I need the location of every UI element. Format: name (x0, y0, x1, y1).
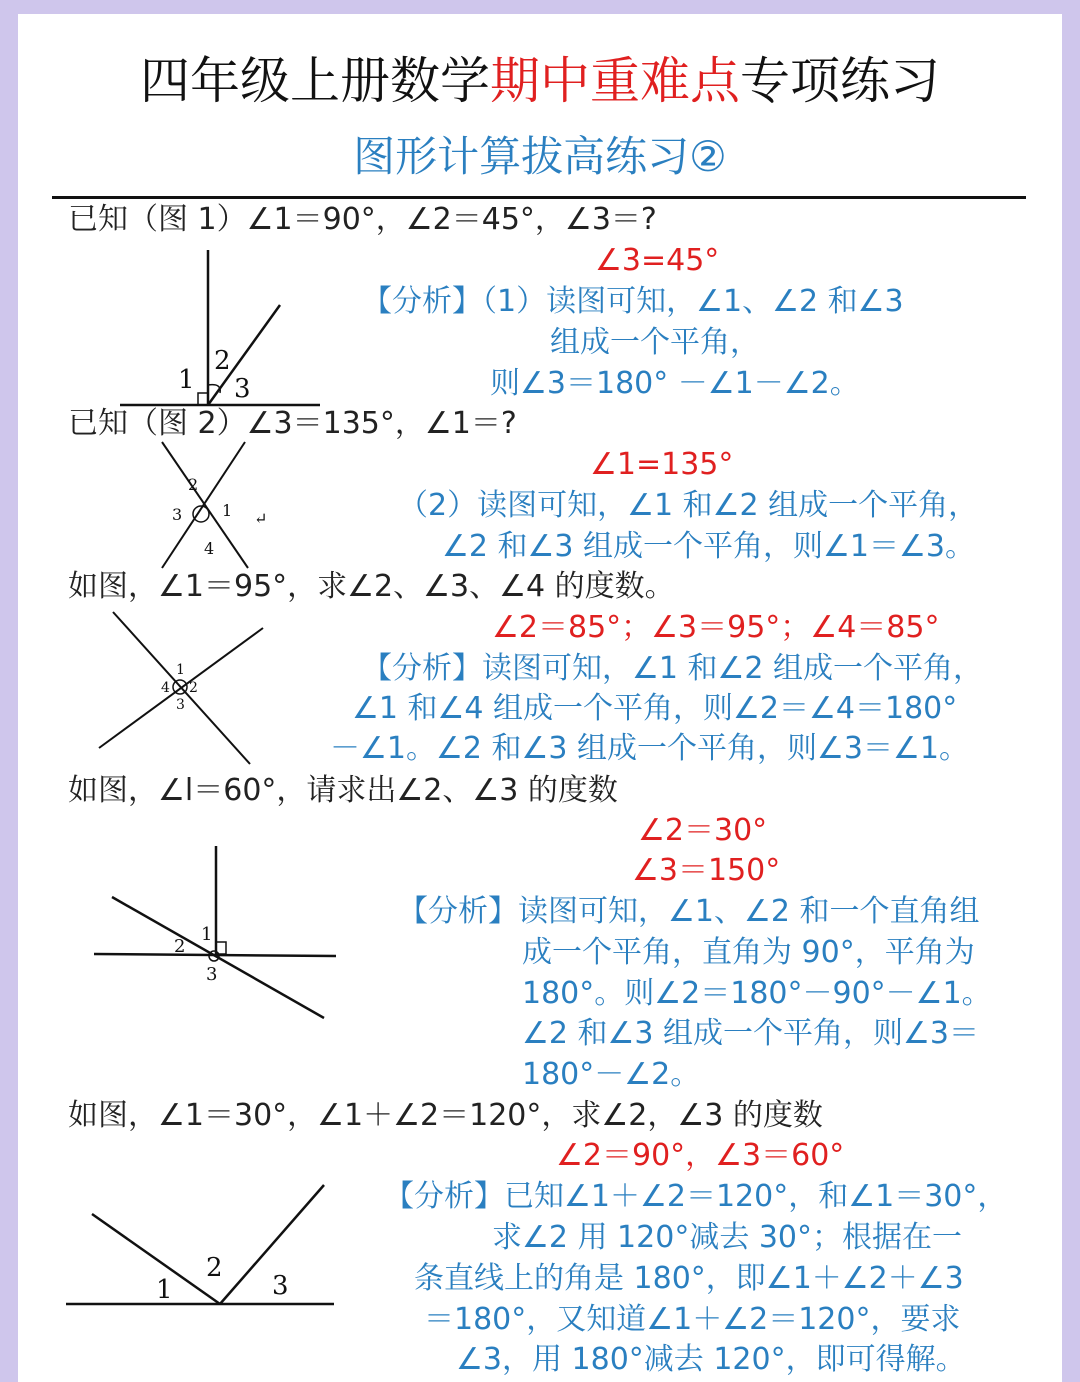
figure-3-label: 1 (176, 662, 185, 678)
problem-4-answer-line: ∠2＝30° (638, 813, 768, 848)
problem-2-answer: ∠1=135° (590, 447, 734, 482)
problem-1-question: 已知（图 1）∠1＝90°，∠2＝45°，∠3＝? (68, 202, 657, 237)
problem-4-analysis-line: ∠2 和∠3 组成一个平角，则∠3＝ (522, 1016, 980, 1051)
problem-3-analysis-line: －∠1。∠2 和∠3 组成一个平角，则∠3＝∠1。 (330, 731, 969, 766)
problem-2-analysis-line: ∠2 和∠3 组成一个平角，则∠1＝∠3。 (442, 529, 975, 564)
problem-3-question: 如图，∠1＝95°，求∠2、∠3、∠4 的度数。 (68, 569, 675, 604)
figure-2-label: 4 (204, 539, 215, 558)
problem-4-analysis-line: 180°－∠2。 (522, 1057, 701, 1092)
figure-1 (110, 245, 340, 415)
figure-4 (90, 842, 340, 1027)
figure-2-label: 1 (222, 501, 233, 520)
page-title: 四年级上册数学期中重难点专项练习 (140, 52, 940, 110)
figure-2-label: 3 (172, 505, 183, 524)
figure-4-label: 1 (201, 924, 213, 945)
figure-2 (150, 438, 280, 578)
problem-5-question: 如图，∠1＝30°，∠1＋∠2＝120°，求∠2，∠3 的度数 (68, 1098, 823, 1133)
figure-2-return-mark: ↵ (254, 509, 268, 528)
problem-1-answer: ∠3=45° (595, 243, 720, 278)
problem-1-analysis-line: 【分析】（1）读图可知，∠1、∠2 和∠3 (362, 284, 904, 319)
figure-5-label: 2 (206, 1253, 223, 1283)
problem-4-analysis-line: 成一个平角，直角为 90°，平角为 (522, 935, 975, 970)
figure-3-label: 2 (189, 680, 198, 696)
page-subtitle: 图形计算拔高练习② (353, 132, 727, 181)
problem-3-analysis-line: 【分析】读图可知，∠1 和∠2 组成一个平角， (362, 651, 984, 686)
problem-5-analysis-line: 求∠2 用 120°减去 30°；根据在一 (492, 1220, 963, 1255)
problem-5-analysis-line: 条直线上的角是 180°，即∠1＋∠2＋∠3 (414, 1261, 964, 1296)
figure-3-line (99, 628, 263, 748)
problem-2-question: 已知（图 2）∠3＝135°，∠1＝? (68, 406, 517, 441)
figure-4-label: 3 (206, 964, 218, 985)
problem-3-answer: ∠2＝85°；∠3＝95°；∠4＝85° (492, 610, 940, 645)
figure-5-label: 1 (156, 1275, 173, 1305)
problem-2-analysis-line: （2）读图可知，∠1 和∠2 组成一个平角， (398, 488, 979, 523)
figure-5 (62, 1180, 342, 1310)
problem-5-answer: ∠2＝90°，∠3＝60° (556, 1138, 845, 1173)
figure-1-label: 1 (178, 365, 195, 395)
problem-1-analysis-line: 组成一个平角， (550, 325, 760, 360)
figure-3-label: 3 (176, 697, 185, 713)
problem-1-analysis-line: 则∠3＝180° －∠1－∠2。 (490, 366, 860, 401)
figure-2-label: 2 (188, 475, 199, 494)
figure-3 (95, 608, 270, 768)
figure-1-label: 2 (214, 346, 231, 376)
problem-4-analysis-line: 180°。则∠2＝180°－90°－∠1。 (522, 976, 992, 1011)
problem-4-question: 如图，∠l＝60°，请求出∠2、∠3 的度数 (68, 773, 618, 808)
figure-1-right-angle-mark (198, 393, 208, 405)
problem-4-answer-line: ∠3＝150° (632, 853, 781, 888)
problem-5-analysis-line: 【分析】已知∠1＋∠2＝120°，和∠1＝30°， (384, 1179, 1008, 1214)
figure-4-label: 2 (174, 936, 186, 957)
problem-5-analysis-line: ∠3，用 180°减去 120°，即可得解。 (456, 1342, 966, 1377)
problem-4-analysis-line: 【分析】读图可知，∠1、∠2 和一个直角组 (398, 894, 980, 929)
problem-3-analysis-line: ∠1 和∠4 组成一个平角，则∠2＝∠4＝180° (352, 691, 958, 726)
figure-1-label: 3 (234, 374, 251, 404)
problem-5-analysis-line: ＝180°，又知道∠1＋∠2＝120°，要求 (424, 1302, 961, 1337)
figure-5-label: 3 (272, 1271, 289, 1301)
title-divider (52, 196, 1026, 199)
figure-3-label: 4 (161, 680, 170, 696)
